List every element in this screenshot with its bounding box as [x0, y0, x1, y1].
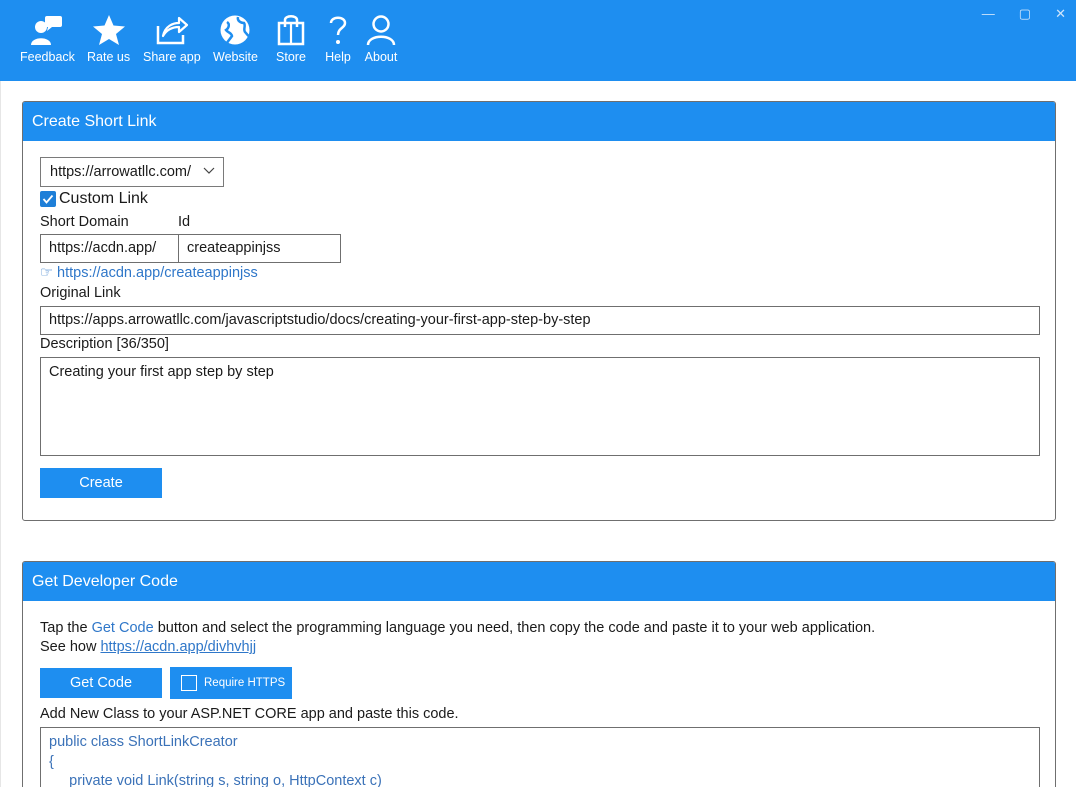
- create-short-link-panel: [22, 101, 1056, 521]
- toolbar-label: About: [364, 50, 398, 64]
- toolbar-label: Website: [213, 50, 258, 64]
- get-code-inline-link[interactable]: Get Code: [91, 620, 154, 636]
- see-how-prefix: See how: [40, 639, 101, 655]
- toolbar-label: Store: [276, 50, 306, 64]
- domain-select-value: https://arrowatllc.com/: [50, 164, 192, 180]
- toolbar-label: Rate us: [87, 50, 131, 64]
- checkbox-unchecked-icon[interactable]: [181, 675, 197, 691]
- star-icon: [92, 14, 126, 46]
- maximize-icon[interactable]: ▢: [1018, 6, 1032, 21]
- see-how-link[interactable]: https://acdn.app/divhvhjj: [100, 639, 257, 655]
- see-how-text: [40, 638, 256, 656]
- instructions-suffix: button and select the programming language you need, then copy the code and paste it to your web application.: [153, 620, 876, 636]
- description-label: Description [36/350]: [40, 336, 169, 352]
- short-link-preview[interactable]: [40, 265, 258, 281]
- preview-link[interactable]: https://acdn.app/createappinjss: [57, 265, 258, 281]
- feedback-icon: [30, 14, 64, 46]
- window-controls: [982, 6, 1066, 22]
- chevron-down-icon: [203, 164, 215, 176]
- toolbar-about-button[interactable]: [364, 14, 398, 64]
- domain-select[interactable]: [40, 157, 224, 187]
- code-line: public class ShortLinkCreator: [49, 734, 238, 750]
- original-link-label: Original Link: [40, 285, 121, 301]
- toolbar-label: Share app: [143, 50, 201, 64]
- checkbox-checked-icon[interactable]: [40, 191, 56, 207]
- top-toolbar: [0, 0, 1076, 81]
- toolbar-label: Feedback: [20, 50, 75, 64]
- toolbar-feedback-button[interactable]: [20, 14, 75, 64]
- store-bag-icon: [274, 14, 308, 46]
- require-https-label: Require HTTPS: [204, 677, 286, 689]
- toolbar-label: Help: [325, 50, 351, 64]
- code-block[interactable]: [40, 727, 1040, 787]
- share-icon: [155, 14, 189, 46]
- custom-link-label: Custom Link: [59, 190, 148, 207]
- custom-link-checkbox[interactable]: [40, 190, 148, 208]
- question-icon: [321, 14, 355, 46]
- short-domain-field[interactable]: https://acdn.app/: [40, 234, 179, 263]
- original-link-field[interactable]: https://apps.arrowatllc.com/javascriptstudio/docs/creating-your-first-app-step-by-step: [40, 306, 1040, 335]
- minimize-icon[interactable]: —: [981, 6, 995, 21]
- toolbar-rate-button[interactable]: [87, 14, 130, 64]
- id-label: Id: [178, 214, 191, 230]
- code-line: private void Link(string s, string o, HttpContext c): [49, 773, 382, 787]
- instructions-prefix: Tap the: [40, 620, 92, 636]
- code-line: {: [49, 753, 54, 770]
- toolbar-website-button[interactable]: [213, 14, 258, 64]
- add-class-text: Add New Class to your ASP.NET CORE app and paste this code.: [40, 706, 459, 722]
- toolbar-store-button[interactable]: [274, 14, 308, 64]
- instructions-text: [40, 619, 875, 637]
- panel-title: Create Short Link: [23, 102, 1055, 141]
- id-field[interactable]: createappinjss: [178, 234, 341, 263]
- main-content: [0, 81, 1076, 787]
- panel-title: Get Developer Code: [23, 562, 1055, 601]
- toolbar-share-button[interactable]: [143, 14, 201, 64]
- get-code-button[interactable]: Get Code: [40, 668, 162, 698]
- short-domain-label: Short Domain: [40, 214, 129, 230]
- developer-code-panel: [22, 561, 1056, 787]
- toolbar-help-button[interactable]: [321, 14, 355, 64]
- description-textarea[interactable]: Creating your first app step by step: [40, 357, 1040, 456]
- globe-icon: [218, 14, 252, 46]
- require-https-toggle[interactable]: [170, 667, 292, 699]
- create-button[interactable]: Create: [40, 468, 162, 498]
- close-icon[interactable]: ✕: [1055, 6, 1066, 21]
- person-icon: [364, 14, 398, 46]
- pointing-hand-icon: ☞: [40, 265, 53, 281]
